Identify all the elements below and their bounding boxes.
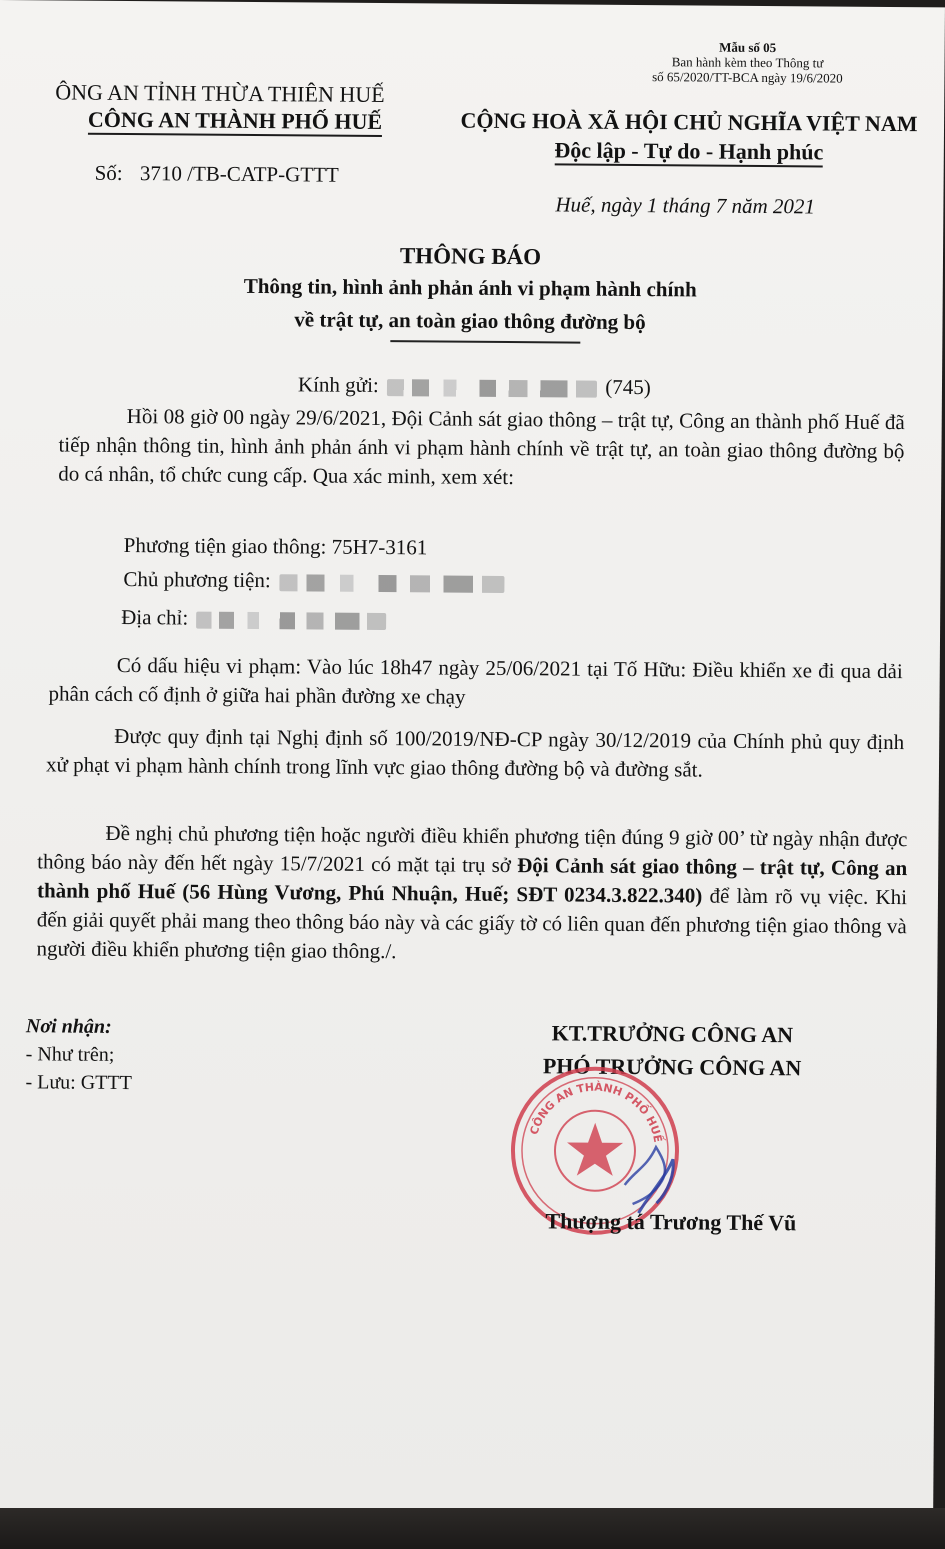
vehicle-owner	[123, 567, 507, 595]
document-number-label: Số:	[94, 160, 123, 185]
form-number: Mẫu số 05	[719, 39, 777, 56]
national-motto: Độc lập - Tự do - Hạnh phúc	[454, 135, 924, 168]
agency-parent: ÔNG AN TỈNH THỪA THIÊN HUẾ	[55, 79, 385, 108]
recipients-heading: Nơi nhận:	[25, 1015, 112, 1038]
recipients-item-2: - Lưu: GTTT	[25, 1071, 132, 1095]
owner-address	[121, 605, 390, 632]
redacted-address	[196, 611, 386, 629]
form-note-line-1: Ban hành kèm theo Thông tư	[671, 54, 824, 71]
national-heading	[454, 106, 924, 168]
title-underline	[390, 340, 580, 343]
document-title: THÔNG BÁO	[399, 243, 542, 270]
form-reference	[627, 39, 867, 86]
recipients-item-1: - Như trên;	[25, 1043, 115, 1066]
document-number	[95, 161, 339, 188]
signature-title-2: PHÓ TRƯỞNG CÔNG AN	[542, 1053, 802, 1081]
document-subtitle-line-1: Thông tin, hình ảnh phản ánh vi phạm hành chính	[243, 273, 697, 302]
redacted-recipient-name	[387, 379, 597, 398]
document-number-value: 3710 /TB-CATP-GTTT	[139, 161, 339, 187]
redacted-owner-name	[279, 574, 504, 593]
recipient-label: Kính gửi:	[297, 372, 379, 397]
address-label: Địa chỉ:	[121, 604, 189, 630]
signature-title-1: KT.TRƯỞNG CÔNG AN	[551, 1020, 794, 1048]
document-subtitle-line-2: về trật tự, an toàn giao thông đường bộ	[294, 307, 646, 335]
agency-name: CÔNG AN THÀNH PHỐ HUẾ	[55, 105, 415, 135]
document-date: Huế, ngày 1 tháng 7 năm 2021	[555, 192, 816, 219]
office-address: Đội Cảnh sát giao thông – trật tự, Công an thành phố Huế (56 Hùng Vương, Phú Nhuận, Huế; SĐT 0234.3.822.340)	[36, 853, 908, 908]
signer-name: Thượng tá Trương Thế Vũ	[545, 1208, 797, 1236]
request-paragraph: Đề nghị chủ phương tiện hoặc người điều khiển phương tiện đúng 9 giờ 00’ từ ngày nhận được thông báo này đến hết ngày 15/7/2021 có mặt tại trụ sở Đội Cảnh sát giao thông – trật tự, Công an thành phố Huế (56 Hùng Vương, Phú Nhuận, Huế; SĐT 0234.3.822.340) để làm rõ vụ việc. Khi đến giải quyết phải mang theo thông báo này và các giấy tờ có liên quan đến phương tiện giao thông và người điều khiển phương tiện giao thông./.	[36, 820, 908, 964]
svg-text:CÔNG AN THÀNH PHỐ HUẾ: CÔNG AN THÀNH PHỐ HUẾ	[527, 1080, 665, 1144]
intro-paragraph: Hồi 08 giờ 00 ngày 29/6/2021, Đội Cảnh sát giao thông – trật tự, Công an thành phố Huế đã tiếp nhận thông tin, hình ảnh phản ánh vi phạm hành chính về trật tự, an toàn giao thông đường bộ do cá nhân, tổ chức cung cấp. Qua xác minh, xem xét:	[58, 404, 905, 490]
recipient-suffix: (745)	[605, 374, 651, 400]
form-note-line-2: số 65/2020/TT-BCA ngày 19/6/2020	[652, 69, 843, 86]
recipients-list	[25, 1012, 132, 1097]
legal-basis-paragraph: Được quy định tại Nghị định số 100/2019/NĐ-CP ngày 30/12/2019 của Chính phủ quy định xử phạt vi phạm hành chính trong lĩnh vực giao thông đường bộ và đường sắt.	[45, 723, 905, 782]
vehicle-plate: Phương tiện giao thông: 75H7-3161	[123, 532, 428, 560]
background-surface	[0, 1508, 945, 1549]
issuing-agency	[55, 78, 415, 135]
recipient-line	[298, 372, 651, 400]
owner-label: Chủ phương tiện:	[123, 566, 271, 593]
republic-title: CỘNG HOÀ XÃ HỘI CHỦ NGHĨA VIỆT NAM	[460, 107, 918, 137]
violation-paragraph: Có dấu hiệu vi phạm: Vào lúc 18h47 ngày 25/06/2021 tại Tố Hữu: Điều khiển xe đi qua dải phân cách cố định ở giữa hai phần đường xe chạy	[48, 652, 903, 709]
